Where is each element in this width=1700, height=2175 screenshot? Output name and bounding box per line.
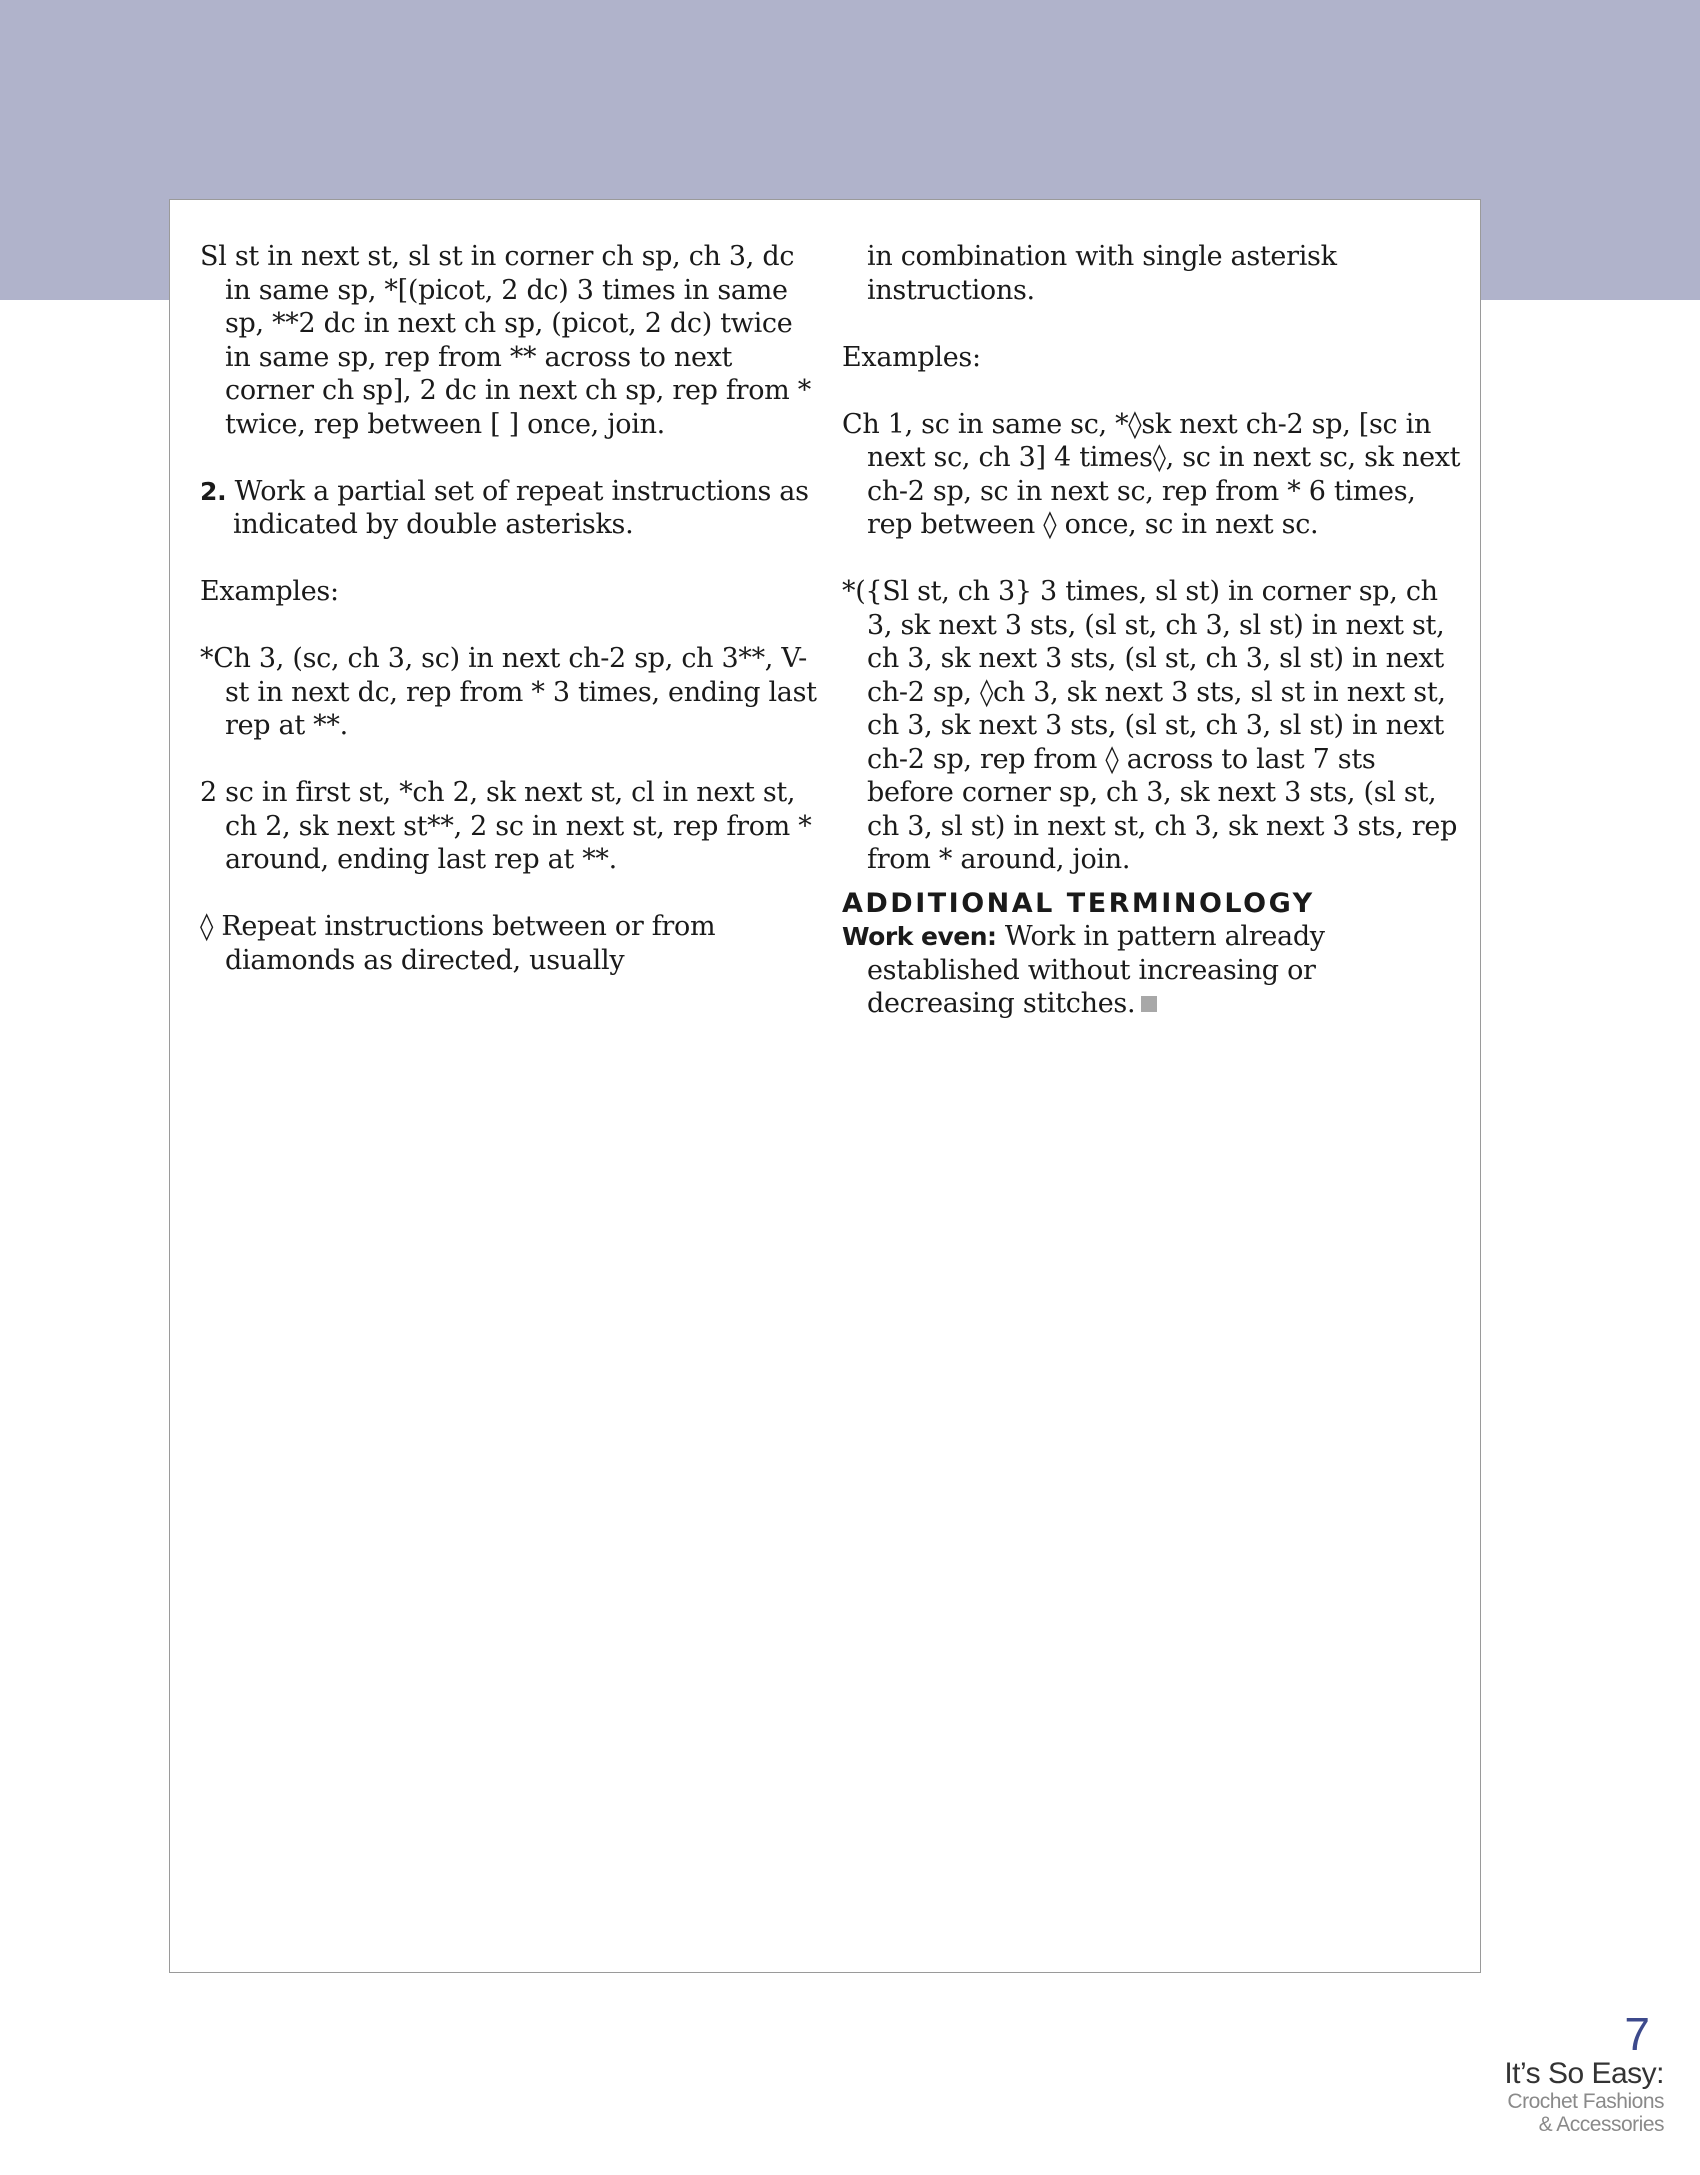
content-panel	[169, 199, 1481, 1973]
diamond-instruction: ◊ Repeat instructions between or from diamonds as directed, usually	[200, 911, 716, 976]
example-paragraph: 2 sc in first st, *ch 2, sk next st, cl in next st, ch 2, sk next st**, 2 sc in next st, rep from * around, ending last rep at **.	[200, 777, 812, 875]
diamond-instruction-continued: in combination with single asterisk instructions.	[867, 241, 1337, 306]
book-subtitle-line1: Crochet Fashions	[1507, 2090, 1664, 2113]
examples-label: Examples:	[842, 341, 981, 373]
page-number: 7	[1624, 2008, 1650, 2060]
item-number: 2.	[200, 476, 227, 506]
examples-label: Examples:	[200, 576, 339, 607]
example-paragraph: Ch 1, sc in same sc, *◊sk next ch-2 sp, [sc in next sc, ch 3] 4 times◊, sc in next sc, sk next ch-2 sp, sc in next sc, rep from * 6 times, rep between ◊ once, sc in next sc.	[842, 408, 1461, 540]
example-paragraph: *({Sl st, ch 3} 3 times, sl st) in corner sp, ch 3, sk next 3 sts, (sl st, ch 3, sl st) in next st, ch 3, sk next 3 sts, (sl st, ch 3, sl st) in next ch-2 sp, ◊ch 3, sk next 3 sts, sl st in next st, ch 3, sk next 3 sts, (sl st, ch 3, sl st) in next ch-2 sp, rep from ◊ across to last 7 sts before corner sp, ch 3, sk next 3 sts, (sl st, ch 3, sl st) in next st, ch 3, sk next 3 sts, rep from * around, join.	[842, 576, 1458, 875]
page-footer	[1504, 2010, 1664, 2136]
term-label: Work even:	[842, 922, 997, 951]
book-subtitle-line2: & Accessories	[1538, 2113, 1664, 2136]
item-text: Work a partial set of repeat instructions as indicated by double asterisks.	[233, 475, 809, 540]
end-mark-icon	[1141, 996, 1157, 1012]
book-title: It’s So Easy:	[1504, 2057, 1664, 2090]
left-column	[200, 240, 825, 977]
term-definition: Work in pattern already established without increasing or decreasing stitches.	[867, 921, 1325, 1019]
section-heading: ADDITIONAL TERMINOLOGY	[842, 887, 1315, 919]
right-column	[842, 240, 1467, 1021]
instruction-paragraph: Sl st in next st, sl st in corner ch sp, ch 3, dc in same sp, *[(picot, 2 dc) 3 times in same sp, **2 dc in next ch sp, (picot, 2 dc) twice in same sp, rep from ** across to next corner ch sp], 2 dc in next ch sp, rep from * twice, rep between [ ] once, join.	[200, 241, 811, 440]
terminology-entry	[842, 920, 1467, 1021]
example-paragraph: *Ch 3, (sc, ch 3, sc) in next ch-2 sp, ch 3**, V-st in next dc, rep from * 3 times, ending last rep at **.	[200, 643, 817, 741]
numbered-item-2	[200, 475, 825, 542]
